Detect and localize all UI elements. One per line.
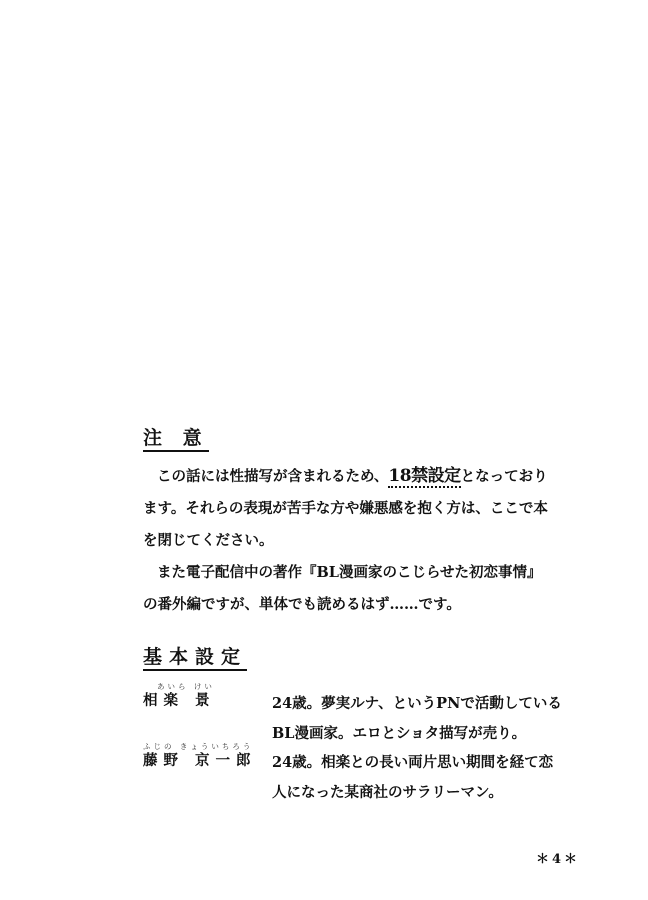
character-2-desc-line-1: 24歳。相楽との長い両片思い期間を経て恋 xyxy=(272,754,554,771)
caution-line-2: ます。それらの表現が苦手な方や嫌悪感を抱く方は、ここで本 xyxy=(143,500,548,517)
character-2-name: 藤野 京一郎 xyxy=(143,752,257,769)
character-1-desc-line-2: BL漫画家。エロとショタ描写が売り。 xyxy=(272,725,527,742)
caution-line-1-before: この話には性描写が含まれるため、 xyxy=(157,468,389,485)
character-2-description xyxy=(272,748,553,808)
settings-heading: 基本設定 xyxy=(143,646,247,671)
caution-line-1-after: となっており xyxy=(460,468,548,485)
character-1-name: 相楽 景 xyxy=(143,692,216,709)
character-2-desc-line-2: 人になった某商社のサラリーマン。 xyxy=(272,784,503,801)
character-2-name-block xyxy=(143,742,257,770)
character-1-ruby: あいら けい xyxy=(157,682,215,691)
caution-line-1 xyxy=(143,460,573,493)
caution-line-5: の番外編ですが、単体でも読めるはず……です。 xyxy=(143,596,461,613)
caution-paragraph xyxy=(143,460,573,621)
character-2-ruby: ふじの きょういちろう xyxy=(143,742,254,751)
character-1-name-block xyxy=(143,682,216,710)
r18-emphasis: 18禁設定 xyxy=(388,466,461,486)
caution-line-4: また電子配信中の著作『BL漫画家のこじらせた初恋事情』 xyxy=(157,564,542,581)
page-number: ＊4＊ xyxy=(536,852,581,867)
caution-heading: 注 意 xyxy=(143,427,209,452)
character-1-desc-line-1: 24歳。夢実ルナ、というPNで活動している xyxy=(272,695,562,712)
character-1-description xyxy=(272,689,562,749)
caution-line-3: を閉じてください。 xyxy=(143,532,274,549)
